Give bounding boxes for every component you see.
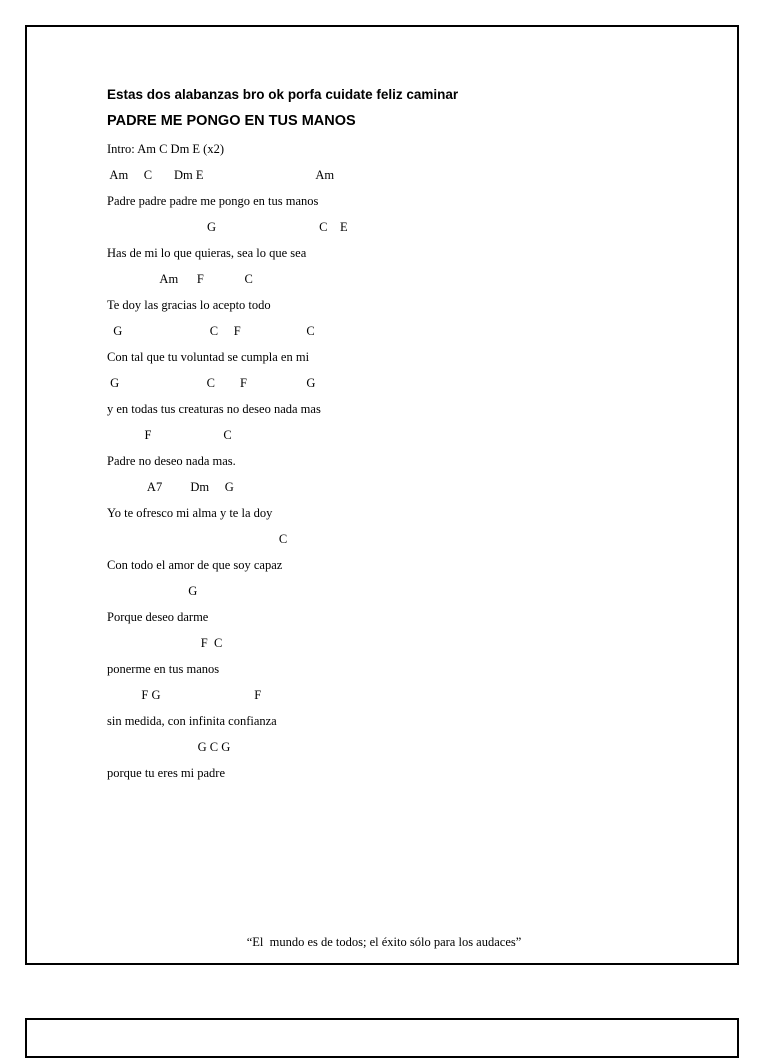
- chord-line: F C: [107, 636, 223, 650]
- lyric-line: Te doy las gracias lo acepto todo: [107, 298, 271, 312]
- chord-line: G C E: [107, 220, 348, 234]
- chord-line: G C F C: [107, 324, 315, 338]
- document-page: [25, 25, 739, 965]
- lyric-line: Has de mi lo que quieras, sea lo que sea: [107, 246, 307, 260]
- chord-line: F G F: [107, 688, 262, 702]
- lyric-line: Con todo el amor de que soy capaz: [107, 558, 283, 572]
- dedication-heading: Estas dos alabanzas bro ok porfa cuidate feliz caminar: [107, 87, 459, 102]
- chord-line: Am C Dm E Am: [107, 168, 335, 182]
- chord-line: G C G: [107, 740, 231, 754]
- footer-quote: “El mundo es de todos; el éxito sólo para los audaces”: [246, 935, 522, 949]
- lyric-line: Padre no deseo nada mas.: [107, 454, 236, 468]
- intro-line: Intro: Am C Dm E (x2): [107, 142, 225, 156]
- lyric-line: Porque deseo darme: [107, 610, 209, 624]
- lyric-line: Yo te ofresco mi alma y te la doy: [107, 506, 273, 520]
- chord-line: G: [107, 584, 198, 598]
- chord-line: C: [107, 532, 288, 546]
- song-title: PADRE ME PONGO EN TUS MANOS: [107, 113, 356, 129]
- lyric-line: ponerme en tus manos: [107, 662, 220, 676]
- lyric-line: y en todas tus creaturas no deseo nada mas: [107, 402, 321, 416]
- chord-line: F C: [107, 428, 232, 442]
- next-page-edge: [25, 1018, 739, 1058]
- lyric-line: porque tu eres mi padre: [107, 766, 226, 780]
- chord-line: A7 Dm G: [107, 480, 234, 494]
- chord-line: Am F C: [107, 272, 253, 286]
- lyric-line: Padre padre padre me pongo en tus manos: [107, 194, 319, 208]
- chord-line: G C F G: [107, 376, 316, 390]
- lyric-line: Con tal que tu voluntad se cumpla en mi: [107, 350, 310, 364]
- lyric-line: sin medida, con infinita confianza: [107, 714, 277, 728]
